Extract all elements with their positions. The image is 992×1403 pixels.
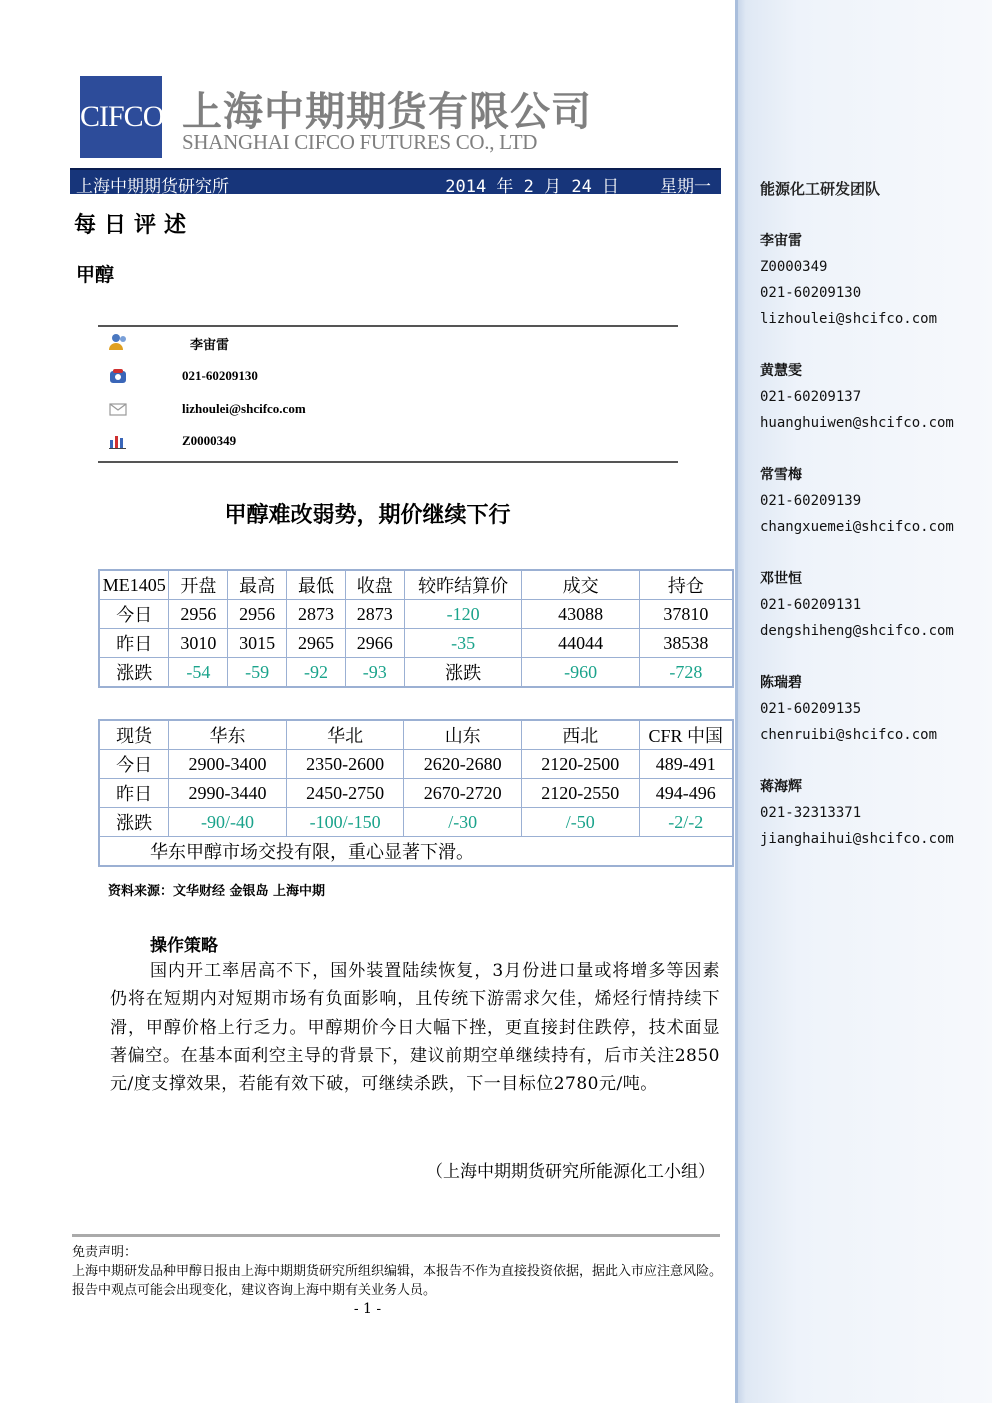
table-cell: -92	[287, 658, 346, 688]
table-cell: 涨跌	[99, 658, 169, 688]
strategy-title: 操作策略	[150, 936, 218, 956]
table-cell: 2620-2680	[404, 750, 522, 779]
table-cell: 涨跌	[99, 808, 169, 837]
member-phone: 021-32313371	[760, 805, 862, 821]
product-name: 甲醇	[76, 264, 115, 286]
table-cell: 3010	[169, 629, 228, 658]
table-cell: -59	[228, 658, 287, 688]
team-member	[760, 358, 954, 436]
table-cell: -120	[404, 600, 522, 629]
author-contact-box	[98, 325, 678, 463]
spot-table	[98, 719, 734, 867]
table-cell: 44044	[522, 629, 639, 658]
table-cell: 涨跌	[404, 658, 522, 688]
table-cell: 2450-2750	[286, 779, 404, 808]
table-row	[99, 779, 733, 808]
table-header: 成交	[522, 570, 639, 600]
table-cell: -960	[522, 658, 639, 688]
author-email-row	[98, 400, 678, 422]
table-cell: -35	[404, 629, 522, 658]
member-phone: 021-60209130	[760, 285, 862, 301]
author-phone-row	[98, 367, 678, 389]
table-header: 最高	[228, 570, 287, 600]
author-phone: 021-60209130	[182, 368, 258, 383]
futures-header-row	[99, 570, 733, 600]
data-source: 资料来源：文华财经 金银岛 上海中期	[108, 884, 326, 899]
team-member	[760, 462, 954, 540]
table-cell: 43088	[522, 600, 639, 629]
table-header: 最低	[287, 570, 346, 600]
section-title: 每日评述	[74, 212, 195, 238]
company-name-cn: 上海中期期货有限公司	[182, 89, 592, 135]
table-cell: -54	[169, 658, 228, 688]
table-header: 西北	[522, 720, 640, 750]
author-license-row	[98, 432, 678, 454]
member-license: Z0000349	[760, 259, 828, 275]
table-cell: 37810	[639, 600, 733, 629]
table-cell: 2873	[345, 600, 404, 629]
member-name: 李宙雷	[760, 233, 802, 249]
member-phone: 021-60209131	[760, 597, 862, 613]
page-number: - 1 -	[353, 1301, 382, 1317]
table-row	[99, 658, 733, 688]
mail-icon	[108, 400, 128, 418]
table-header: 收盘	[345, 570, 404, 600]
member-name: 常雪梅	[760, 467, 802, 483]
table-cell: 今日	[99, 600, 169, 629]
disclaimer-title: 免责声明：	[72, 1245, 138, 1260]
signoff: （上海中期期货研究所能源化工小组）	[426, 1162, 715, 1182]
company-name-en: SHANGHAI CIFCO FUTURES CO., LTD	[182, 130, 538, 154]
member-email[interactable]: lizhoulei@shcifco.com	[760, 311, 938, 327]
table-cell: 昨日	[99, 629, 169, 658]
table-row	[99, 750, 733, 779]
member-phone: 021-60209139	[760, 493, 862, 509]
table-cell: 2120-2500	[522, 750, 640, 779]
table-cell: 2873	[287, 600, 346, 629]
table-row	[99, 808, 733, 837]
table-header: 持仓	[639, 570, 733, 600]
table-cell: -100/-150	[286, 808, 404, 837]
header-banner	[70, 168, 721, 197]
footer-divider	[72, 1234, 720, 1237]
table-cell: -728	[639, 658, 733, 688]
table-cell: 2965	[287, 629, 346, 658]
table-cell: 2900-3400	[169, 750, 287, 779]
table-cell: 今日	[99, 750, 169, 779]
author-license: Z0000349	[182, 433, 237, 448]
table-cell: 2350-2600	[286, 750, 404, 779]
member-email[interactable]: chenruibi@shcifco.com	[760, 727, 938, 743]
table-cell: 2120-2550	[522, 779, 640, 808]
table-cell: 494-496	[639, 779, 733, 808]
table-cell: 38538	[639, 629, 733, 658]
member-email[interactable]: jianghaihui@shcifco.com	[760, 831, 954, 847]
table-cell: 2956	[228, 600, 287, 629]
institute-name: 上海中期期货研究所	[76, 177, 229, 197]
table-cell: 489-491	[639, 750, 733, 779]
member-email[interactable]: dengshiheng@shcifco.com	[760, 623, 954, 639]
table-cell: 2956	[169, 600, 228, 629]
futures-table	[98, 569, 734, 688]
team-sidebar	[735, 0, 992, 1403]
member-email[interactable]: huanghuiwen@shcifco.com	[760, 415, 954, 431]
table-cell: 3015	[228, 629, 287, 658]
team-member	[760, 774, 954, 852]
table-header: 较昨结算价	[404, 570, 522, 600]
report-date: 2014 年 2 月 24 日 星期一	[445, 177, 711, 197]
member-name: 黄慧雯	[760, 363, 802, 379]
disclaimer-text: 上海中期研发品种甲醇日报由上海中期期货研究所组织编辑，本报告不作为直接投资依据，据此入市应注意风险。报告中观点可能会出现变化，建议咨询上海中期有关业务人员。	[72, 1264, 723, 1298]
member-name: 陈瑞碧	[760, 675, 802, 691]
table-header: 华东	[169, 720, 287, 750]
team-member	[760, 228, 937, 332]
strategy-text: 国内开工率居高不下，国外装置陆续恢复，3月份进口量或将增多等因素仍将在短期内对短期市场有负面影响，且传统下游需求欠佳，烯烃行情持续下滑，甲醇价格上行乏力。甲醇期价今日大幅下挫，更直接封住跌停，技术面显著偏空。在基本面利空主导的背景下，建议前期空单继续持有，后市关注2850元/度支撑效果，若能有效下破，可继续杀跌，下一目标位2780元/吨。	[110, 961, 720, 1095]
author-email[interactable]: lizhoulei@shcifco.com	[182, 401, 306, 416]
table-header: 华北	[286, 720, 404, 750]
author-name: 李宙雷	[190, 337, 230, 352]
table-cell: /-30	[404, 808, 522, 837]
chart-icon	[108, 432, 128, 450]
member-phone: 021-60209135	[760, 701, 862, 717]
table-header: 现货	[99, 720, 169, 750]
table-row	[99, 629, 733, 658]
spot-header-row	[99, 720, 733, 750]
table-cell: /-50	[522, 808, 640, 837]
phone-icon	[108, 367, 128, 385]
table-header: ME1405	[99, 570, 169, 600]
team-title: 能源化工研发团队	[760, 180, 881, 198]
table-header: CFR 中国	[639, 720, 733, 750]
person-icon	[108, 333, 128, 351]
table-cell: -90/-40	[169, 808, 287, 837]
table-cell: 昨日	[99, 779, 169, 808]
member-name: 蒋海辉	[760, 779, 802, 795]
table-cell: 2670-2720	[404, 779, 522, 808]
team-member	[760, 566, 954, 644]
table-cell: 2990-3440	[169, 779, 287, 808]
disclaimer	[72, 1243, 722, 1300]
table-header: 开盘	[169, 570, 228, 600]
headline: 甲醇难改弱势，期价继续下行	[224, 502, 511, 528]
table-cell: -2/-2	[639, 808, 733, 837]
table-row	[99, 600, 733, 629]
author-name-row	[98, 333, 678, 355]
cifco-logo: CIFCO	[80, 76, 162, 158]
member-phone: 021-60209137	[760, 389, 862, 405]
spot-note-row	[99, 837, 733, 867]
table-cell: 2966	[345, 629, 404, 658]
spot-note: 华东甲醇市场交投有限，重心显著下滑。	[99, 837, 733, 867]
member-email[interactable]: changxuemei@shcifco.com	[760, 519, 954, 535]
table-header: 山东	[404, 720, 522, 750]
team-member	[760, 670, 937, 748]
table-cell: -93	[345, 658, 404, 688]
member-name: 邓世恒	[760, 571, 802, 587]
